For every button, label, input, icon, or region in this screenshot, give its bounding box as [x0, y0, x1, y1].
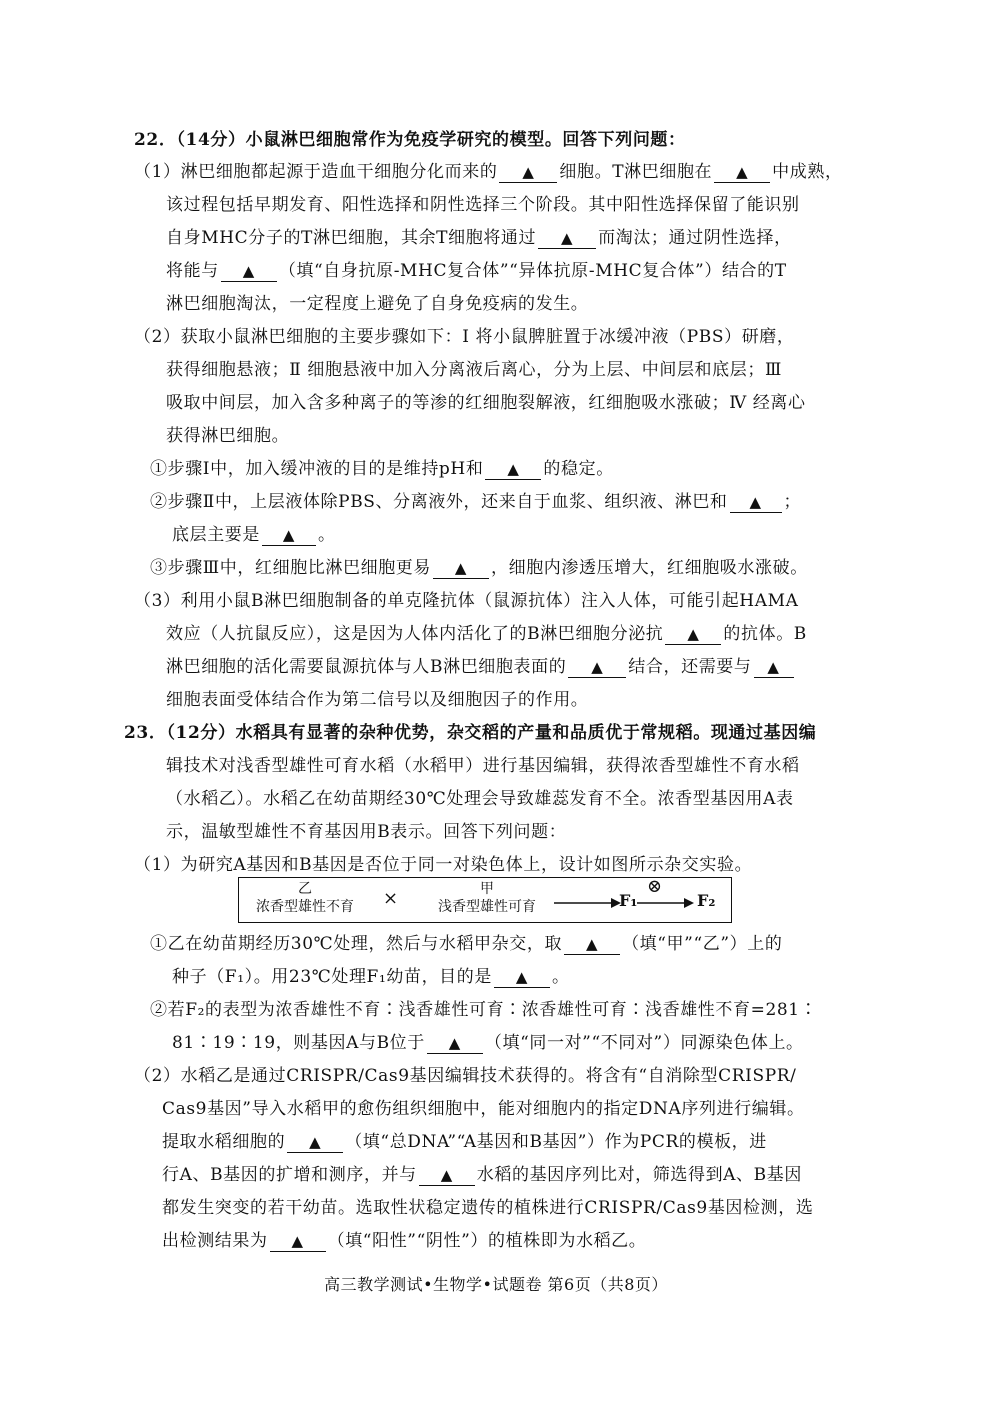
answer-blank[interactable]: ▲: [568, 657, 626, 678]
answer-blank[interactable]: ▲: [714, 162, 770, 183]
q23-p2-line1: （2）水稻乙是通过CRISPR/Cas9基因编辑技术获得的。将含有“自消除型CRISPR/: [134, 1066, 797, 1086]
q22-step3: ③步骤Ⅲ中，红细胞比淋巴细胞更易 ▲ ，细胞内渗透压增大，红细胞吸水涨破。: [150, 558, 808, 578]
parent-yi: 乙 浓香型雄性不育: [256, 881, 354, 915]
q22-p2-line4: 获得淋巴细胞。: [166, 426, 290, 446]
q22-p2-line2: 获得细胞悬液；Ⅱ 细胞悬液中加入分离液后离心，分为上层、中间层和底层；Ⅲ: [166, 360, 782, 380]
answer-blank[interactable]: ▲: [287, 1132, 343, 1153]
answer-blank[interactable]: ▲: [221, 261, 277, 282]
q23-p2-line5: 都发生突变的若干幼苗。选取性状稳定遗传的植株进行CRISPR/Cas9基因检测，选: [162, 1198, 814, 1218]
answer-blank[interactable]: ▲: [427, 1033, 483, 1054]
q22-p1-line4: 将能与 ▲ （填“自身抗原-MHC复合体”“异体抗原-MHC复合体”）结合的T: [166, 261, 787, 281]
q22-p2-line1: （2）获取小鼠淋巴细胞的主要步骤如下：Ⅰ 将小鼠脾脏置于冰缓冲液（PBS）研磨，: [134, 327, 795, 347]
q23-p2-line6: 出检测结果为 ▲ （填“阳性”“阴性”）的植株即为水稻乙。: [162, 1231, 647, 1251]
q22-p1-line3: 自身MHC分子的T淋巴细胞，其余T细胞将通过 ▲ 而淘汰；通过阴性选择，: [166, 228, 792, 248]
answer-blank[interactable]: ▲: [665, 624, 721, 645]
parent-jia: 甲 浅香型雄性可育: [438, 881, 536, 915]
q22-p3-line1: （3）利用小鼠B淋巴细胞制备的单克隆抗体（鼠源抗体）注入人体，可能引起HAMA: [134, 591, 799, 611]
q23-p2-line4: 行A、B基因的扩增和测序，并与 ▲ 水稻的基因序列比对，筛选得到A、B基因: [162, 1165, 802, 1185]
answer-blank[interactable]: ▲: [754, 657, 794, 678]
q22-step2-cont: 底层主要是 ▲ 。: [172, 525, 336, 545]
cross-diagram: [238, 877, 732, 923]
q23-p2-line2: Cas9基因”导入水稻甲的愈伤组织细胞中，能对细胞内的指定DNA序列进行编辑。: [162, 1099, 805, 1119]
q23-p1: （1）为研究A基因和B基因是否位于同一对染色体上，设计如图所示杂交实验。: [134, 855, 753, 875]
q22-p1-line2: 该过程包括早期发育、阳性选择和阴性选择三个阶段。其中阳性选择保留了能识别: [166, 195, 800, 215]
answer-blank[interactable]: ▲: [499, 162, 557, 183]
answer-blank[interactable]: ▲: [538, 228, 596, 249]
f2-label: F₂: [697, 891, 716, 910]
cross-symbol: ×: [383, 888, 399, 909]
q22-p3-line2: 效应（人抗鼠反应），这是因为人体内活化了的B淋巴细胞分泌抗 ▲ 的抗体。B: [166, 624, 807, 644]
answer-blank[interactable]: ▲: [433, 558, 489, 579]
answer-blank[interactable]: ▲: [262, 525, 316, 546]
q22-p2-line3: 吸取中间层，加入含多种离子的等渗的红细胞裂解液，红细胞吸水涨破；Ⅳ 经离心: [166, 393, 806, 413]
page-footer: 高三教学测试•生物学•试题卷 第6页（共8页）: [324, 1275, 668, 1294]
q23-step1: ①乙在幼苗期经历30℃处理，然后与水稻甲杂交，取 ▲ （填“甲”“乙”）上的: [150, 934, 783, 954]
q23-line3: （水稻乙）。水稻乙在幼苗期经30℃处理会导致雄蕊发育不全。浓香型基因用A表: [166, 789, 794, 809]
answer-blank[interactable]: ▲: [419, 1165, 475, 1186]
q22-p3-line3: 淋巴细胞的活化需要鼠源抗体与人B淋巴细胞表面的 ▲ 结合，还需要与 ▲: [166, 655, 796, 679]
q22-title: 22．（14分）小鼠淋巴细胞常作为免疫学研究的模型。回答下列问题：: [134, 130, 686, 150]
q23-p2-line3: 提取水稻细胞的 ▲ （填“总DNA”“A基因和B基因”）作为PCR的模板，进: [162, 1132, 767, 1152]
selfing-icon: ⊗: [647, 876, 663, 897]
answer-blank[interactable]: ▲: [730, 492, 782, 513]
answer-blank[interactable]: ▲: [270, 1231, 326, 1252]
q22-p1-line1: （1）淋巴细胞都起源于造血干细胞分化而来的 ▲ 细胞。T淋巴细胞在 ▲ 中成熟，: [134, 162, 843, 182]
q23-line4: 示，温敏型雄性不育基因用B表示。回答下列问题：: [166, 822, 567, 842]
q23-step2: ②若F₂的表型为浓香雄性不育∶浅香雄性可育∶浓香雄性可育∶浅香雄性不育=281∶: [150, 1000, 818, 1020]
q23-step1-cont: 种子（F₁）。用23℃处理F₁幼苗，目的是 ▲ 。: [172, 967, 570, 987]
answer-blank[interactable]: ▲: [564, 934, 620, 955]
q22-p1-line5: 淋巴细胞淘汰，一定程度上避免了自身免疫病的发生。: [166, 294, 589, 314]
q22-step1: ①步骤Ⅰ中，加入缓冲液的目的是维持pH和 ▲ 的稳定。: [150, 459, 614, 479]
f1-label: F₁: [619, 891, 638, 910]
answer-blank[interactable]: ▲: [494, 967, 550, 988]
answer-blank[interactable]: ▲: [485, 459, 541, 480]
q23-title: 23．（12分）水稻具有显著的杂种优势，杂交稻的产量和品质优于常规稻。现通过基因编: [124, 723, 817, 743]
q22-p3-line4: 细胞表面受体结合作为第二信号以及细胞因子的作用。: [166, 690, 589, 710]
q23-step2-cont: 81∶19∶19，则基因A与B位于 ▲ （填“同一对”“不同对”）同源染色体上。: [172, 1033, 804, 1053]
q22-step2: ②步骤Ⅱ中，上层液体除PBS、分离液外，还来自于血浆、组织液、淋巴和 ▲ ；: [150, 492, 802, 512]
q23-line2: 辑技术对浅香型雄性可育水稻（水稻甲）进行基因编辑，获得浓香型雄性不育水稻: [166, 756, 800, 776]
